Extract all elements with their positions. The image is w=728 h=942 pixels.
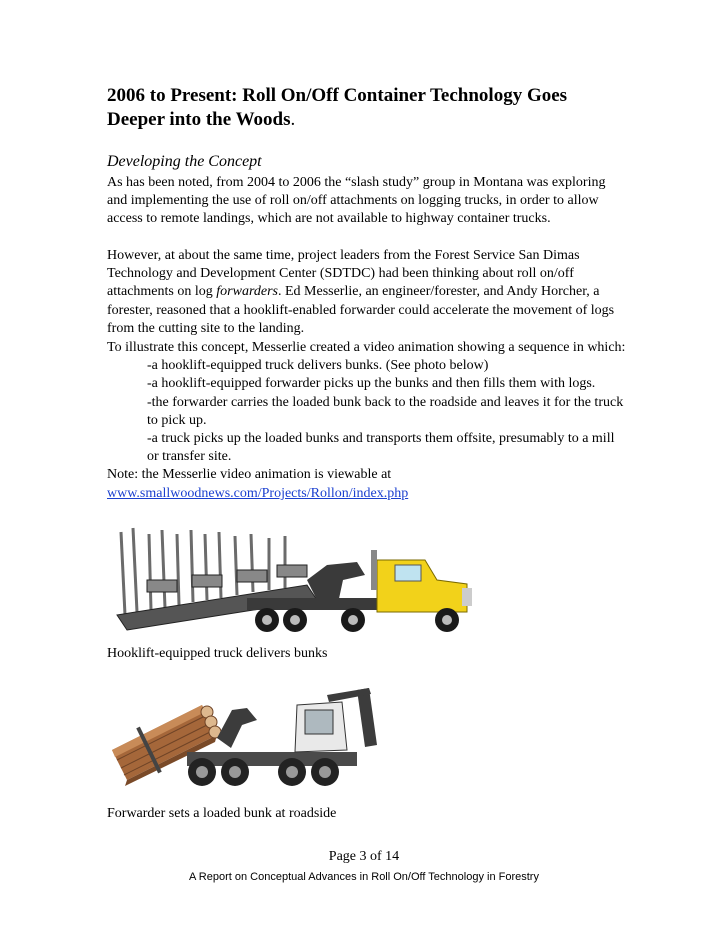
list-item: -a hooklift-equipped forwarder picks up the bunks and then fills them with logs. (147, 376, 596, 392)
forwarder-photo (107, 680, 387, 795)
list-item: -a hooklift-equipped truck delivers bunks. (See photo below) (147, 358, 489, 374)
list-item: -the forwarder carries the loaded bunk back to the roadside and leaves it for the truck to pick up. (147, 394, 624, 428)
page-footer: A Report on Conceptual Advances in Roll On/Off Technology in Forestry (189, 871, 539, 883)
note-text: Note: the Messerlie video animation is viewable at (107, 467, 392, 483)
paragraph-sdtdc: However, at about the same time, project leaders from the Forest Service San Dimas Technology and Development Center (SDTDC) had been thinking about roll on/off attachments on log forwarders. Ed Messerlie, an engineer/forester, and Andy Horcher, a forester, reasoned that a hooklift-enabled forwarder could accelerate the movement of logs from the cutting site to the landing. (107, 248, 615, 336)
paragraph-animation: To illustrate this concept, Messerlie created a video animation showing a sequence in which: -a hooklift-equipped truck delivers bunks. (See photo below) -a hooklift-equipped forwarder picks up the bunks and then fills them with logs. -the forwarder carries the loaded bunk back to the roadside and leaves it for the truck to pick up. -a truck picks up the loaded bunks and transports them offsite, presumably to a mill or transfer site. Note: the Messerlie video animation is viewable at www.smallwoodnews.com/Projects/Rollon/index.php (107, 340, 626, 501)
list-item: -a truck picks up the loaded bunks and transports them offsite, presumably to a mill or transfer site. (147, 431, 615, 465)
emphasis-forwarders: forwarders (216, 284, 278, 300)
forwarder-photo-caption: Forwarder sets a loaded bunk at roadside (107, 806, 337, 821)
hooklift-truck-photo (107, 520, 507, 640)
subsection-heading: Developing the Concept (107, 153, 262, 170)
section-heading: 2006 to Present: Roll On/Off Container Technology Goes Deeper into the Woods. (107, 85, 568, 130)
paragraph-slash-study: As has been noted, from 2004 to 2006 the “slash study” group in Montana was exploring and implementing the use of roll on/off attachments on logging trucks, in order to allow access to remote landings, which are not available to highway container trucks. (107, 175, 606, 227)
truck-photo-caption: Hooklift-equipped truck delivers bunks (107, 646, 328, 661)
animation-link[interactable]: www.smallwoodnews.com/Projects/Rollon/index.php (107, 485, 409, 501)
page-number: Page 3 of 14 (328, 849, 400, 864)
